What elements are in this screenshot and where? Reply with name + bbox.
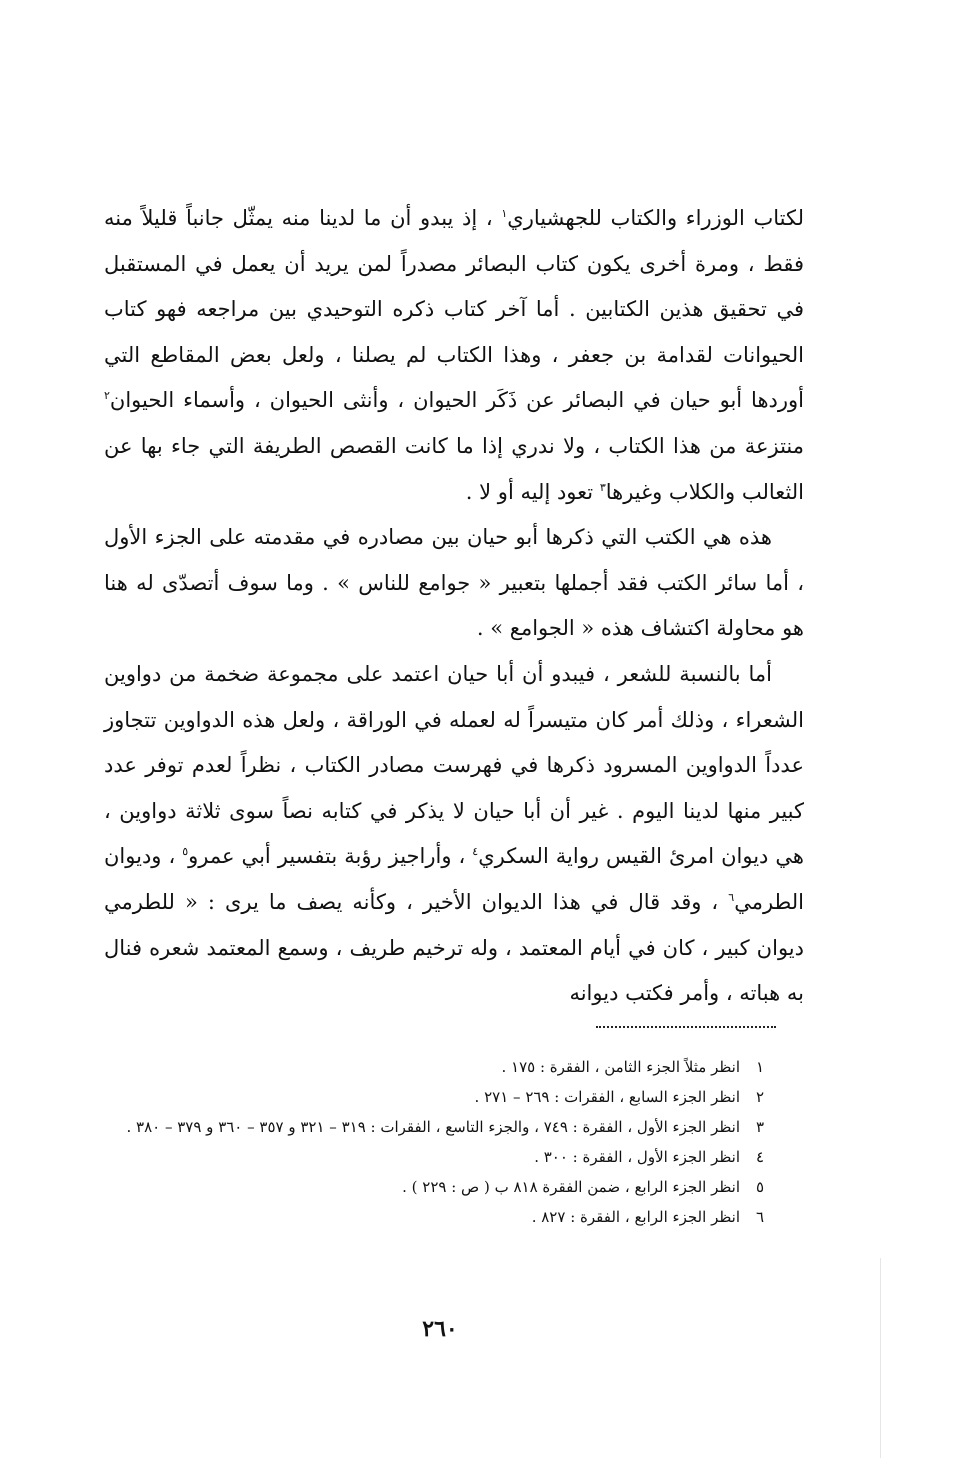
paragraph-1-part-4: تعود إليه أو لا . [465, 479, 600, 504]
paragraph-1 [104, 196, 804, 515]
footnote-number: ٣ [755, 1118, 764, 1136]
footnote-ref-5: ٥ [182, 845, 189, 859]
footnote-text: انظر الجزء السابع ، الفقرات : ٢٦٩ – ٢٧١ . [474, 1088, 740, 1106]
footnote-ref-3: ٣ [599, 480, 606, 494]
paragraph-3-part-1: أما بالنسبة للشعر ، فيبدو أن أبا حيان اعتمد على مجموعة ضخمة من دواوين الشعراء ، وذلك أمر كان متيسراً له لعمله في الوراقة ، ولعل هذه الدواوين تتجاوز عدداً الدواوين المسرود ذكرها في فهرست مصادر الكتاب ، نظراً لعدم توفر عدد كبير منها لدينا اليوم . غير أن أبا حيان لا يذكر في كتابه نصاً سوى ثلاثة دواوين ، هي ديوان امرئ القيس رواية السكري [104, 661, 804, 869]
footnote-text: انظر مثلاً الجزء الثامن ، الفقرة : ١٧٥ . [501, 1058, 740, 1076]
paragraph-3 [104, 652, 804, 1017]
footnote-ref-4: ٤ [472, 845, 479, 859]
scan-edge-line [880, 1258, 881, 1458]
footnote-number: ٤ [755, 1148, 764, 1166]
footnote-3 [104, 1112, 764, 1142]
footnote-ref-2: ٢ [104, 389, 110, 403]
footnote-2 [104, 1082, 764, 1112]
footnote-5 [104, 1172, 764, 1202]
paragraph-1-part-3: منتزعة من هذا الكتاب ، ولا ندري إذا ما كانت القصص الطريفة التي جاء بها عن الثعالب والكلاب وغيرها [104, 433, 804, 504]
footnote-number: ١ [755, 1058, 764, 1076]
footnote-text: انظر الجزء الرابع ، ضمن الفقرة ٨١٨ ب ( ص : ٢٢٩ ) . [402, 1178, 740, 1196]
footnote-text: انظر الجزء الأول ، الفقرة : ٧٤٩ ، والجزء التاسع ، الفقرات : ٣١٩ – ٣٢١ و ٣٥٧ – ٣٦٠ و ٣٧٩ – ٣٨٠ . [126, 1118, 740, 1136]
footnote-text: انظر الجزء الأول ، الفقرة : ٣٠٠ . [534, 1148, 740, 1166]
paragraph-3-part-3: ، وديوان الطرمي [104, 844, 804, 914]
paragraph-3-part-2: ، وأراجيز رؤبة بتفسير أبي عمرو [188, 844, 473, 869]
main-text [104, 196, 804, 1017]
footnote-4 [104, 1142, 764, 1172]
footnote-1 [104, 1052, 764, 1082]
page-number: ٢٦٠ [422, 1316, 458, 1342]
footnote-number: ٦ [755, 1208, 764, 1226]
paragraph-3-part-4: ، وقد قال في هذا الديوان الأخير ، وكأنه يصف ما يرى : « للطرمي ديوان كبير ، كان في أيام المعتمد ، وله ترخيم طريف ، وسمع المعتمد شعره فنال به هباته ، وأمر فكتب ديوانه [104, 889, 804, 1006]
footnote-ref-6: ٦ [728, 890, 735, 904]
footnote-number: ٢ [755, 1088, 764, 1106]
footnote-number: ٥ [755, 1178, 764, 1196]
footnote-6 [104, 1202, 764, 1232]
paragraph-1-part-2: ، إذ يبدو أن ما لدينا منه يمثّل جانباً قليلاً منه فقط ، ومرة أخرى يكون كتاب البصائر مصدراً لمن يريد أن يعمل في المستقبل في تحقيق هذين الكتابين . أما آخر كتاب ذكره التوحيدي بين مراجعه فهو كتاب الحيوانات لقدامة بن جعفر ، وهذا الكتاب لم يصلنا ، ولعل بعض المقاطع التي أوردها أبو حيان في البصائر عن ذَكَر الحيوان ، وأنثى الحيوان ، وأسماء الحيوان [104, 206, 804, 413]
footnote-text: انظر الجزء الرابع ، الفقرة : ٨٢٧ . [531, 1208, 740, 1226]
paragraph-2: هذه هي الكتب التي ذكرها أبو حيان بين مصادره في مقدمته على الجزء الأول ، أما سائر الكتب فقد أجملها بتعبير « جوامع للناس » . وما سوف أتصدّى له هنا هو محاولة اكتشاف هذه « الجوامع » . [104, 525, 804, 641]
footnotes [104, 1052, 764, 1232]
paragraph-1-part-1: لكتاب الوزراء والكتاب للجهشياري [507, 206, 805, 230]
footnote-ref-1: ١ [501, 207, 508, 220]
footnote-separator [596, 1026, 776, 1028]
